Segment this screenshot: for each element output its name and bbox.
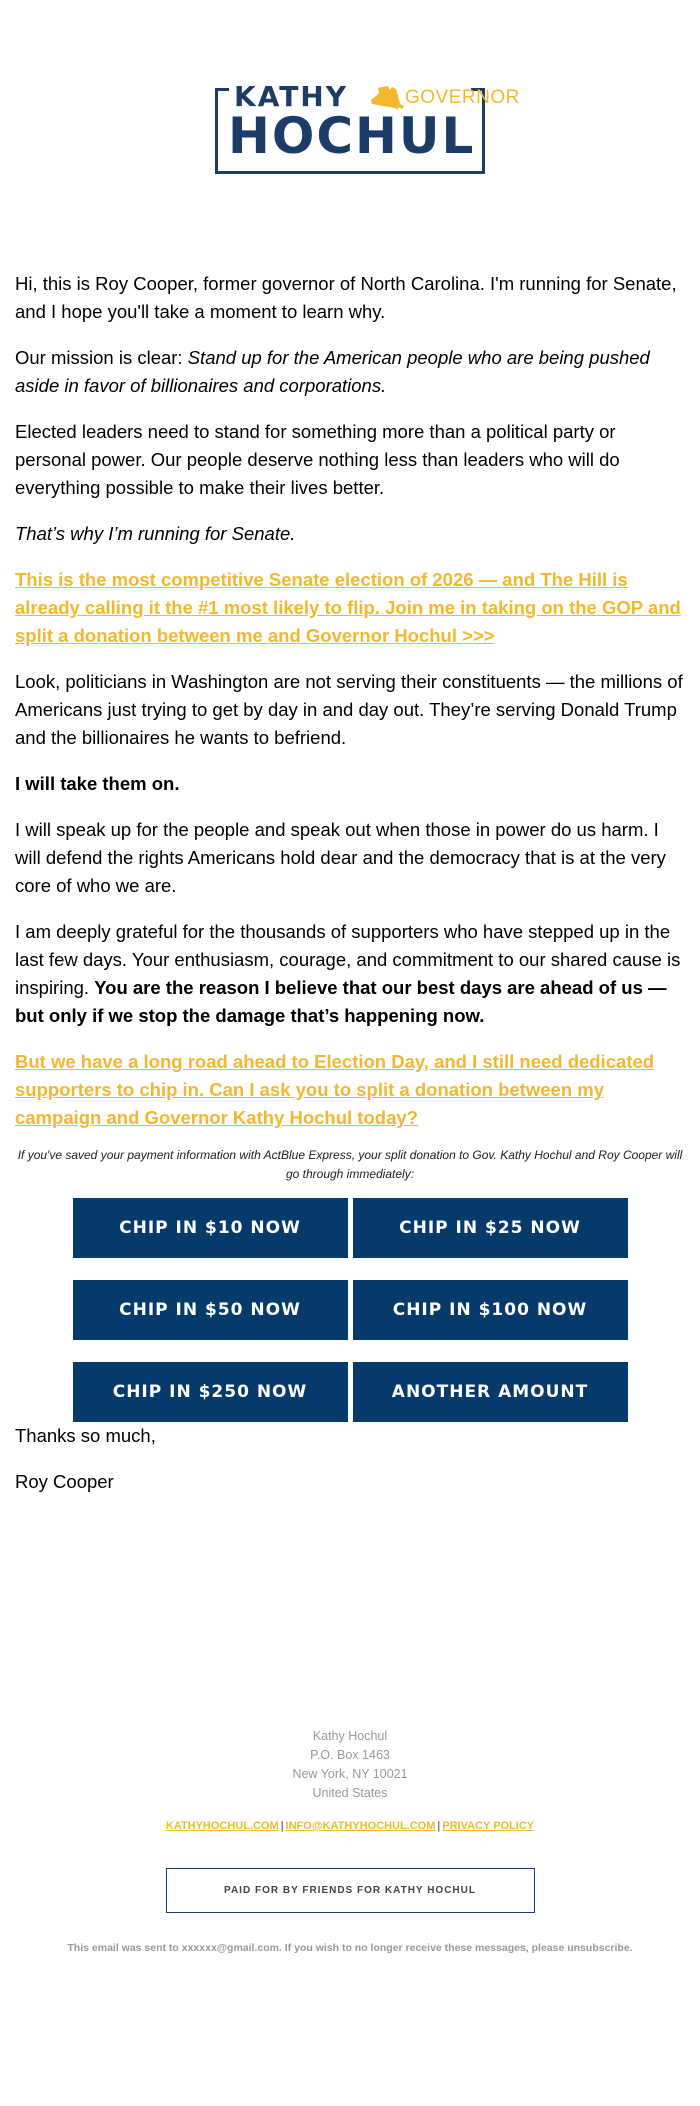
paragraph-washington: Look, politicians in Washington are not serving their constituents — the millions of Americans just trying to get by day in and day out. They’re serving Donald Trump and the billionaires he wants to befriend. bbox=[15, 671, 683, 748]
paragraph-running bbox=[15, 520, 685, 548]
chip-in-50-button[interactable]: CHIP IN $50 NOW bbox=[73, 1280, 348, 1340]
best-days-statement: You are the reason I believe that our best days are ahead of us — but only if we stop the damage that’s happening now. bbox=[15, 977, 667, 1026]
logo-first-name: KATHY bbox=[234, 80, 349, 113]
footer-po-box: P.O. Box 1463 bbox=[310, 1748, 390, 1762]
donate-link-competitive[interactable]: This is the most competitive Senate election of 2026 — and The Hill is already calling it the #1 most likely to flip. Join me in taking on the GOP and split a donation between me and Governor Hochul >>> bbox=[15, 569, 681, 646]
footer-separator: | bbox=[280, 1820, 284, 1832]
chip-in-10-button[interactable]: CHIP IN $10 NOW bbox=[73, 1198, 348, 1258]
footer-separator: | bbox=[437, 1820, 441, 1832]
footer-name: Kathy Hochul bbox=[312, 1729, 388, 1743]
paragraph-leaders: Elected leaders need to stand for something more than a political party or personal power. Our people deserve nothing less than leaders who will do everything possible to make their lives better. bbox=[15, 421, 620, 498]
signature: Roy Cooper bbox=[15, 1471, 114, 1492]
paragraph-link-road bbox=[15, 1048, 685, 1132]
donate-link-split[interactable]: But we have a long road ahead to Election Day, and I still need dedicated supporters to chip in. Can I ask you to split a donation between my campaign and Governor Kathy Hochul today? bbox=[15, 1051, 655, 1128]
signoff-thanks: Thanks so much, bbox=[15, 1425, 156, 1446]
paragraph-link-competitive bbox=[15, 566, 685, 650]
paragraph-take-on bbox=[15, 770, 685, 798]
paragraph-intro: Hi, this is Roy Cooper, former governor of North Carolina. I'm running for Senate, and I hope you'll take a moment to learn why. bbox=[15, 273, 677, 322]
paragraph-speak-up: I will speak up for the people and speak out when those in power do us harm. I will defend the rights Americans hold dear and the democracy that is at the very core of who we are. bbox=[15, 819, 666, 896]
footer-email-link[interactable]: INFO@KATHYHOCHUL.COM bbox=[285, 1820, 436, 1832]
mission-statement: Stand up for the American people who are being pushed aside in favor of billionaires and corporations. bbox=[15, 347, 650, 396]
logo-office: GOVERNOR bbox=[405, 87, 520, 108]
paragraph-grateful bbox=[15, 918, 685, 1030]
email-body bbox=[15, 270, 685, 1514]
paragraph-mission bbox=[15, 344, 685, 400]
header bbox=[0, 80, 700, 174]
paid-for-disclaimer: PAID FOR BY FRIENDS FOR KATHY HOCHUL bbox=[166, 1868, 535, 1913]
donation-buttons bbox=[73, 1198, 628, 1422]
footer-site-link[interactable]: KATHYHOCHUL.COM bbox=[165, 1820, 279, 1832]
actblue-note: If you've saved your payment information with ActBlue Express, your split donation to Gov. Kathy Hochul and Roy Cooper will go through immediately: bbox=[17, 1148, 683, 1181]
take-on-statement: I will take them on. bbox=[15, 773, 180, 794]
footer-links bbox=[0, 1817, 700, 1836]
mission-lead: Our mission is clear: bbox=[15, 347, 188, 368]
another-amount-button[interactable]: ANOTHER AMOUNT bbox=[353, 1362, 628, 1422]
footer-country: United States bbox=[312, 1786, 388, 1800]
campaign-logo[interactable] bbox=[215, 80, 520, 174]
footer-privacy-link[interactable]: PRIVACY POLICY bbox=[442, 1820, 535, 1832]
footer-city: New York, NY 10021 bbox=[292, 1767, 408, 1781]
unsubscribe-notice[interactable]: This email was sent to xxxxxx@gmail.com. If you wish to no longer receive these messages, please unsubscribe. bbox=[67, 1942, 633, 1954]
chip-in-250-button[interactable]: CHIP IN $250 NOW bbox=[73, 1362, 348, 1422]
logo-last-name: HOCHUL bbox=[228, 107, 476, 165]
logo-frame-corner bbox=[215, 88, 229, 91]
running-statement: That’s why I’m running for Senate. bbox=[15, 523, 296, 544]
chip-in-25-button[interactable]: CHIP IN $25 NOW bbox=[353, 1198, 628, 1258]
chip-in-100-button[interactable]: CHIP IN $100 NOW bbox=[353, 1280, 628, 1340]
footer bbox=[0, 1727, 700, 1958]
grateful-text: I am deeply grateful for the thousands of supporters who have stepped up in the last few days. Your enthusiasm, courage, and commitment to our shared cause is inspiring. bbox=[15, 921, 681, 998]
